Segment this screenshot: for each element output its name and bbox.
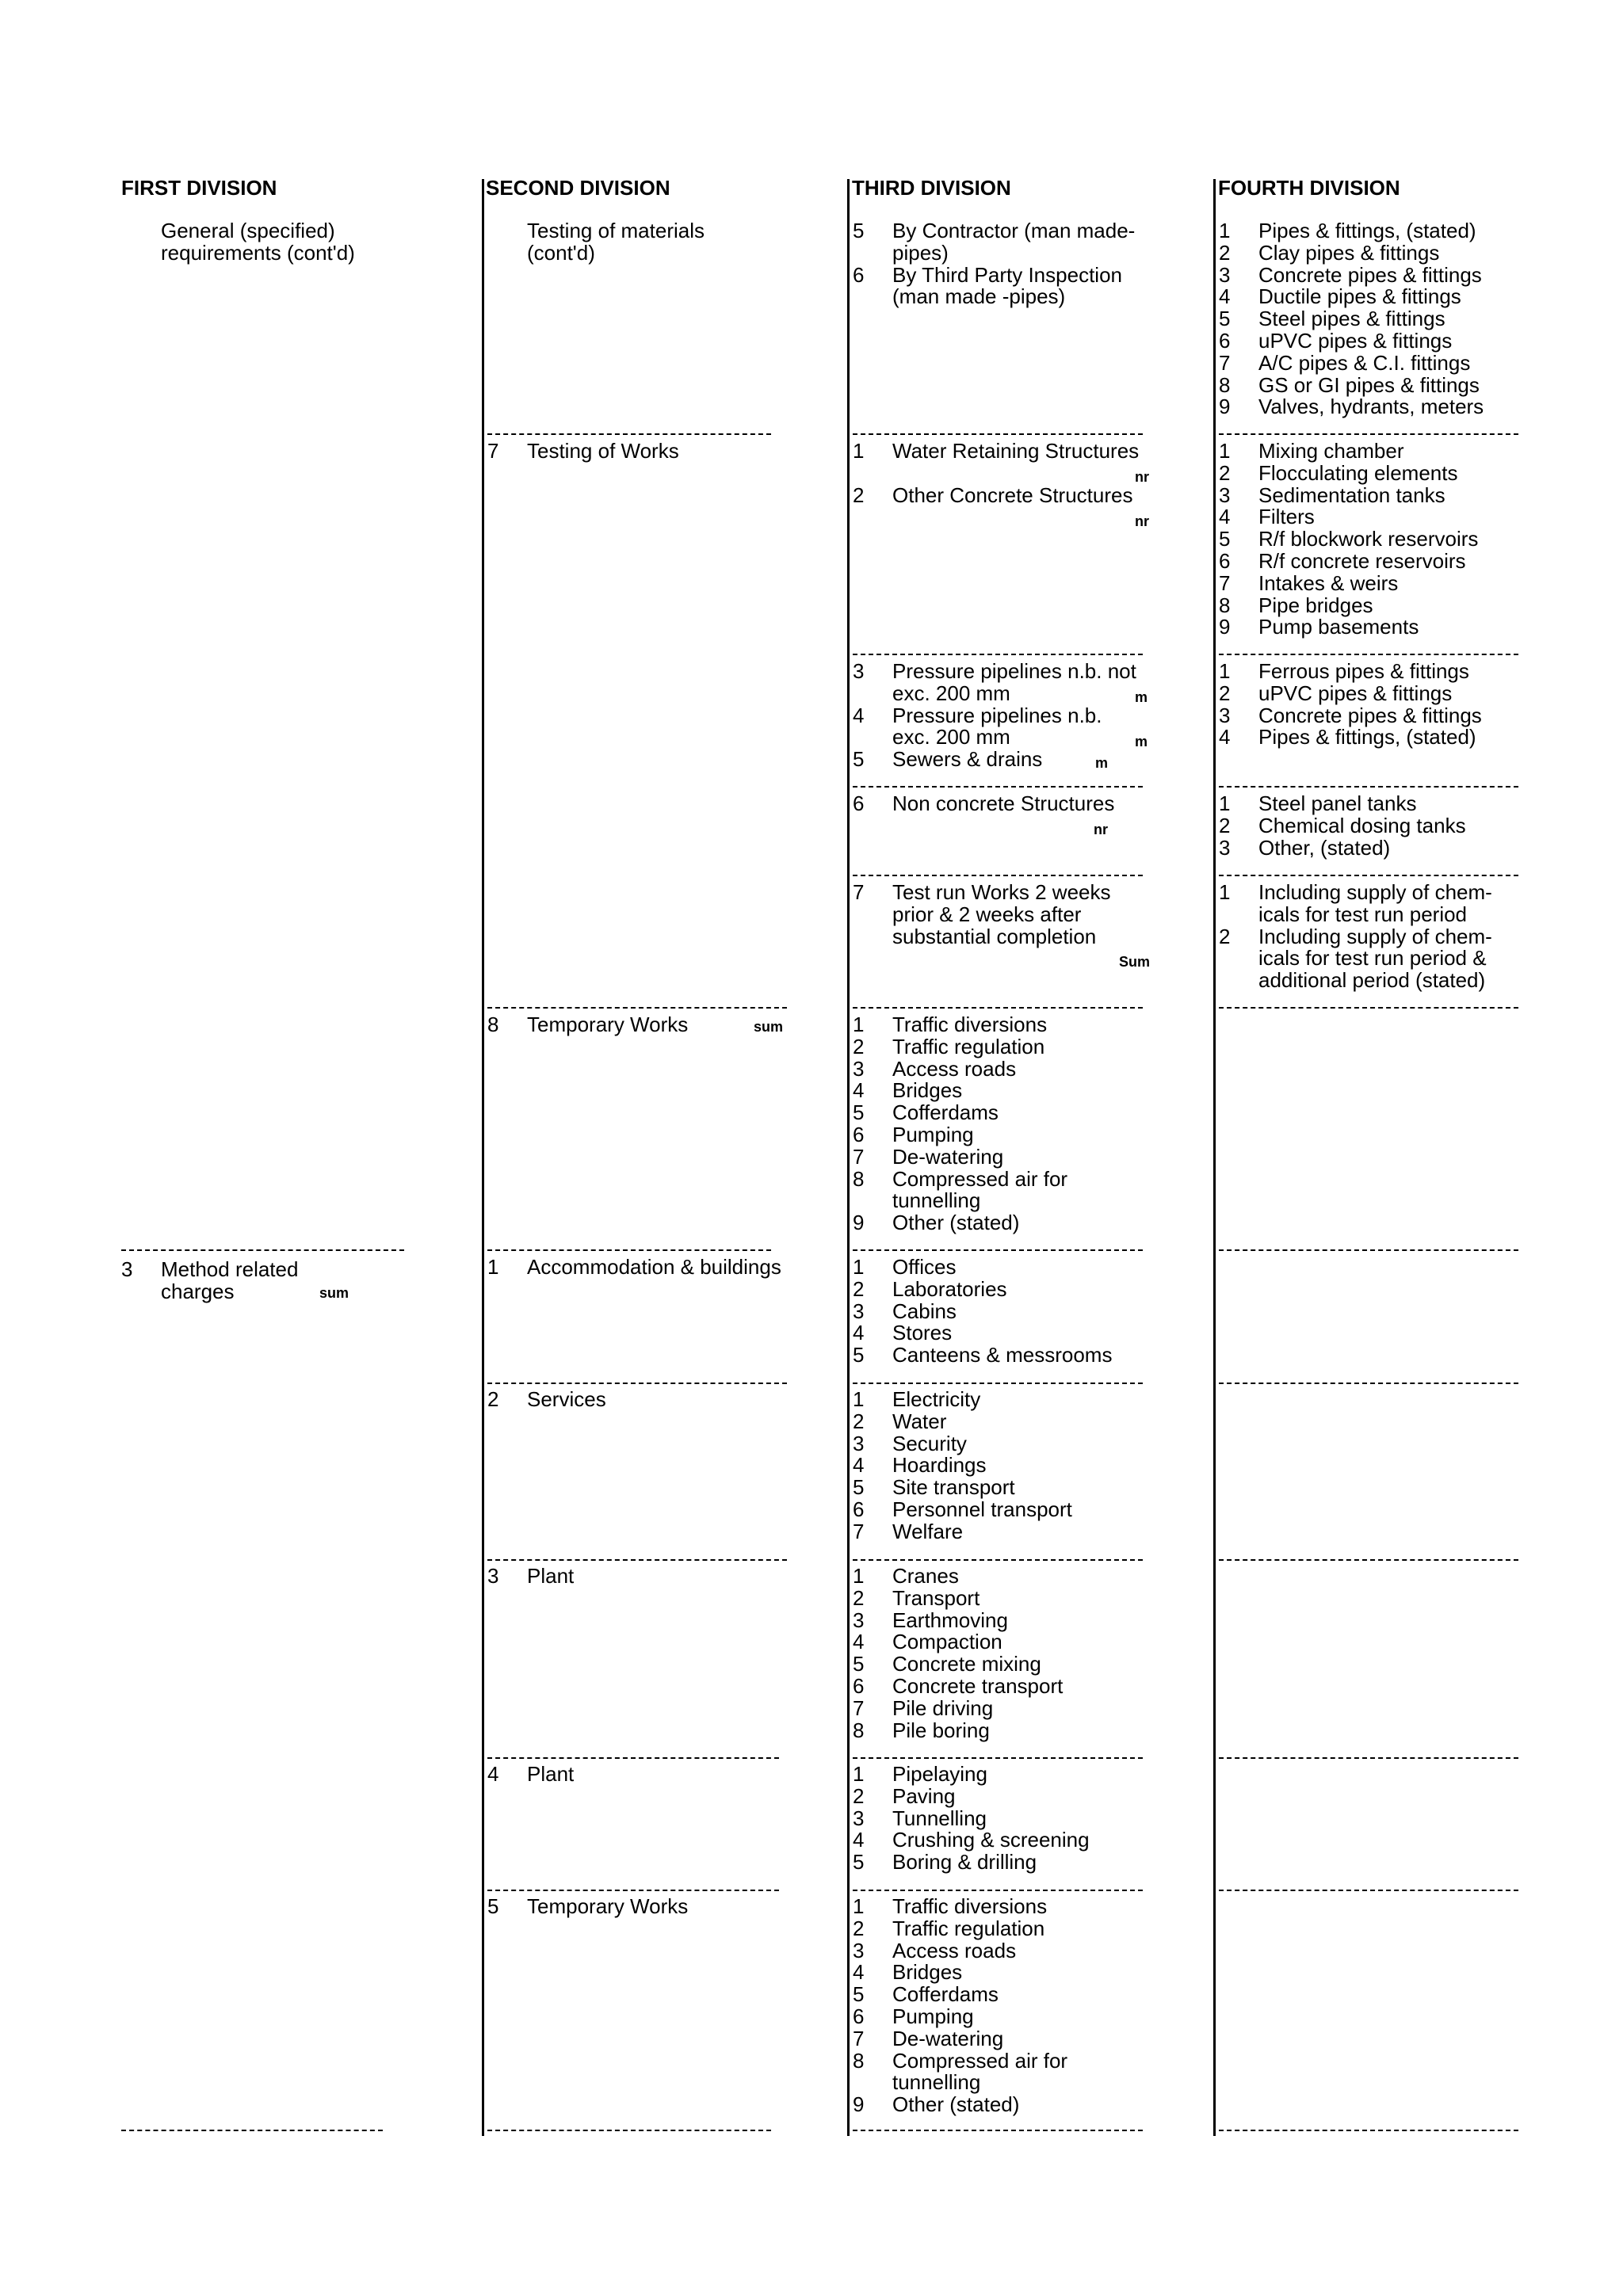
item-number: 7 xyxy=(853,1695,865,1720)
first-method-line1: Method related xyxy=(161,1257,299,1281)
item-number: 1 xyxy=(853,439,865,463)
item-label: Sedimentation tanks xyxy=(1258,482,1445,507)
item-label: Security xyxy=(892,1431,967,1455)
first-method-number: 3 xyxy=(121,1257,133,1281)
item-number: 5 xyxy=(853,1652,865,1676)
row-separator xyxy=(487,433,771,435)
fourth-division-header: FOURTH DIVISION xyxy=(1218,176,1400,200)
item-number: 7 xyxy=(853,2026,865,2050)
item-label: By Third Party Inspection xyxy=(892,262,1122,287)
item-label: De-watering xyxy=(892,2026,1004,2050)
item-label: Crushing & screening xyxy=(892,1828,1090,1852)
first-method-unit: sum xyxy=(319,1285,349,1301)
item-number: 1 xyxy=(1219,659,1231,683)
item-label: Pipes & fittings, (stated) xyxy=(1258,219,1476,242)
item-label: Valves, hydrants, meters xyxy=(1258,395,1484,419)
column-rule-third xyxy=(847,179,850,2136)
item-label: Welfare xyxy=(892,1519,964,1543)
item-number: 5 xyxy=(1219,307,1231,331)
item-label-cont: icals for test run period xyxy=(1258,902,1468,926)
item-number: 7 xyxy=(853,880,865,904)
item-label: Access roads xyxy=(892,1938,1017,1962)
item-label: Clay pipes & fittings xyxy=(1258,240,1440,265)
item-label: Pump basements xyxy=(1258,615,1419,639)
item-label: Paving xyxy=(892,1783,956,1808)
item-number: 5 xyxy=(487,1894,499,1918)
item-number: 2 xyxy=(1219,813,1231,837)
second-item-8-unit: sum xyxy=(754,1019,784,1035)
item-number: 2 xyxy=(853,1783,865,1808)
row-separator xyxy=(1219,1890,1518,1891)
item-label: Concrete pipes & fittings xyxy=(1258,262,1482,287)
item-label: Traffic regulation xyxy=(892,1916,1045,1940)
item-number: 3 xyxy=(853,1299,865,1323)
item-number: 8 xyxy=(1219,593,1231,617)
row-separator xyxy=(121,1249,404,1251)
item-label-cont: tunnelling xyxy=(892,2070,981,2095)
item-label: Steel panel tanks xyxy=(1258,791,1417,815)
row-separator xyxy=(1219,2130,1518,2131)
row-separator xyxy=(853,654,1143,655)
item-number: 5 xyxy=(1219,527,1231,551)
item-number: 9 xyxy=(1219,395,1231,419)
item-label: Ductile pipes & fittings xyxy=(1258,284,1461,309)
item-label: Non concrete Structures xyxy=(892,791,1115,815)
item-label: Intakes & weirs xyxy=(1258,570,1399,595)
item-number: 2 xyxy=(1219,924,1231,948)
item-number: 3 xyxy=(853,1806,865,1830)
item-number: 4 xyxy=(1219,505,1231,529)
item-label: Traffic diversions xyxy=(892,1013,1048,1036)
item-label: Traffic diversions xyxy=(892,1894,1048,1918)
item-number: 3 xyxy=(1219,262,1231,287)
unit-label: m xyxy=(1135,734,1148,749)
item-label: Flocculating elements xyxy=(1258,460,1458,485)
item-number: 9 xyxy=(853,1211,865,1235)
item-label: Sewers & drains xyxy=(892,747,1043,772)
item-number: 8 xyxy=(853,1166,865,1191)
item-number: 1 xyxy=(853,1013,865,1036)
item-number: 2 xyxy=(853,1916,865,1940)
item-number: 2 xyxy=(853,1034,865,1058)
column-rule-second xyxy=(482,179,484,2136)
item-number: 3 xyxy=(853,1608,865,1632)
unit-label: nr xyxy=(1094,822,1108,837)
first-general-line2: requirements (cont'd) xyxy=(161,240,355,265)
item-label: Plant xyxy=(527,1762,575,1786)
item-label: Pumping xyxy=(892,1123,974,1146)
item-number: 6 xyxy=(1219,329,1231,353)
item-label: Pressure pipelines n.b. xyxy=(892,703,1102,727)
item-number: 5 xyxy=(853,1850,865,1875)
item-label: Compressed air for xyxy=(892,2048,1068,2073)
item-label: Compressed air for xyxy=(892,1166,1068,1191)
item-number: 4 xyxy=(853,1828,865,1852)
item-label: Steel pipes & fittings xyxy=(1258,307,1445,331)
item-number: 5 xyxy=(853,1100,865,1125)
item-number: 1 xyxy=(1219,880,1231,904)
row-separator xyxy=(853,1383,1143,1384)
item-number: 3 xyxy=(853,1431,865,1455)
item-label: Accommodation & buildings xyxy=(527,1255,781,1279)
item-number: 2 xyxy=(1219,240,1231,265)
item-label: Cofferdams xyxy=(892,1982,999,2007)
item-number: 8 xyxy=(853,1718,865,1742)
item-number: 4 xyxy=(853,1453,865,1478)
item-number: 6 xyxy=(853,791,865,815)
item-label: Water xyxy=(892,1409,947,1433)
item-label: Tunnelling xyxy=(892,1806,987,1830)
item-label: Bridges xyxy=(892,1078,963,1103)
item-label: Chemical dosing tanks xyxy=(1258,813,1466,837)
item-label: Traffic regulation xyxy=(892,1034,1045,1058)
item-label: Including supply of chem- xyxy=(1258,924,1492,948)
column-rule-fourth xyxy=(1213,179,1216,2136)
row-separator xyxy=(1219,1249,1518,1251)
row-separator xyxy=(853,1559,1143,1561)
unit-label: nr xyxy=(1135,513,1149,529)
row-separator xyxy=(853,2130,1143,2131)
item-number: 6 xyxy=(853,2004,865,2028)
item-number: 2 xyxy=(853,1409,865,1433)
item-label: Ferrous pipes & fittings xyxy=(1258,659,1469,683)
item-number: 3 xyxy=(853,1056,865,1081)
item-number: 7 xyxy=(487,439,499,463)
item-number: 1 xyxy=(853,1762,865,1786)
item-label: Earthmoving xyxy=(892,1608,1008,1632)
item-label: Other (stated) xyxy=(892,1211,1020,1235)
item-label: Including supply of chem- xyxy=(1258,880,1492,904)
item-number: 7 xyxy=(1219,350,1231,375)
second-division-header: SECOND DIVISION xyxy=(486,176,670,200)
item-number: 1 xyxy=(853,1387,865,1411)
item-label: Pipes & fittings, (stated) xyxy=(1258,725,1476,749)
item-label: Plant xyxy=(527,1564,575,1588)
item-number: 3 xyxy=(1219,482,1231,507)
item-label: Boring & drilling xyxy=(892,1850,1037,1875)
item-number: 2 xyxy=(853,482,865,507)
row-separator xyxy=(1219,1007,1518,1009)
item-number: 1 xyxy=(1219,219,1231,242)
item-label: Temporary Works xyxy=(527,1013,689,1036)
item-number: 4 xyxy=(487,1762,499,1786)
item-label: Pumping xyxy=(892,2004,974,2028)
item-number: 7 xyxy=(853,1144,865,1169)
item-label-cont: substantial completion xyxy=(892,924,1097,948)
item-label: Services xyxy=(527,1387,606,1411)
item-label: Cranes xyxy=(892,1564,959,1588)
item-label-cont: tunnelling xyxy=(892,1188,981,1213)
item-label: Testing of Works xyxy=(527,439,679,463)
item-label-cont: exc. 200 mm xyxy=(892,681,1010,705)
item-label: Other, (stated) xyxy=(1258,835,1391,860)
item-number: 5 xyxy=(853,747,865,772)
item-number: 9 xyxy=(1219,615,1231,639)
item-label: Canteens & messrooms xyxy=(892,1343,1113,1367)
row-separator xyxy=(121,2130,383,2131)
item-number: 3 xyxy=(487,1564,499,1588)
item-label: Pipelaying xyxy=(892,1762,987,1786)
row-separator xyxy=(853,433,1143,435)
item-number: 6 xyxy=(853,1674,865,1698)
item-number: 3 xyxy=(853,659,865,683)
third-division-header: THIRD DIVISION xyxy=(852,176,1011,200)
first-division-header: FIRST DIVISION xyxy=(121,176,277,200)
item-label: Transport xyxy=(892,1585,980,1610)
item-label: Other (stated) xyxy=(892,2092,1020,2117)
row-separator xyxy=(1219,786,1518,788)
row-separator xyxy=(487,1559,787,1561)
item-number: 5 xyxy=(853,1982,865,2007)
item-number: 2 xyxy=(1219,460,1231,485)
item-label: Site transport xyxy=(892,1475,1015,1500)
row-separator xyxy=(487,1249,771,1251)
item-label: GS or GI pipes & fittings xyxy=(1258,372,1480,397)
item-label: Test run Works 2 weeks xyxy=(892,880,1111,904)
item-number: 2 xyxy=(853,1276,865,1301)
item-number: 5 xyxy=(853,1343,865,1367)
item-label: A/C pipes & C.I. fittings xyxy=(1258,350,1471,375)
item-label: uPVC pipes & fittings xyxy=(1258,681,1453,705)
item-label: Other Concrete Structures xyxy=(892,482,1133,507)
item-label: Mixing chamber xyxy=(1258,439,1404,463)
item-label: Offices xyxy=(892,1255,957,1279)
row-separator xyxy=(853,1890,1143,1891)
item-number: 1 xyxy=(853,1894,865,1918)
item-number: 7 xyxy=(853,1519,865,1543)
item-number: 5 xyxy=(853,219,865,242)
row-separator xyxy=(853,1249,1143,1251)
second-tm-line2: (cont'd) xyxy=(527,240,595,265)
item-label: Pipe bridges xyxy=(1258,593,1373,617)
item-label: Concrete transport xyxy=(892,1674,1064,1698)
item-number: 1 xyxy=(853,1255,865,1279)
item-label-cont: pipes) xyxy=(892,240,949,265)
item-label: Hoardings xyxy=(892,1453,987,1478)
item-number: 2 xyxy=(853,1585,865,1610)
row-separator xyxy=(853,875,1143,876)
item-number: 4 xyxy=(1219,725,1231,749)
item-number: 6 xyxy=(1219,549,1231,573)
item-number: 6 xyxy=(853,262,865,287)
row-separator xyxy=(1219,875,1518,876)
row-separator xyxy=(487,1890,779,1891)
item-number: 4 xyxy=(853,1321,865,1345)
item-label: R/f blockwork reservoirs xyxy=(1258,527,1479,551)
row-separator xyxy=(853,786,1143,788)
item-number: 1 xyxy=(487,1255,499,1279)
item-label-cont: prior & 2 weeks after xyxy=(892,902,1082,926)
item-number: 4 xyxy=(853,1960,865,1985)
item-label: Compaction xyxy=(892,1630,1002,1654)
row-separator xyxy=(853,1757,1143,1759)
item-number: 5 xyxy=(853,1475,865,1500)
item-label: Concrete mixing xyxy=(892,1652,1041,1676)
item-label: Pile boring xyxy=(892,1718,990,1742)
row-separator xyxy=(1219,1757,1518,1759)
item-label: Cofferdams xyxy=(892,1100,999,1125)
unit-label: m xyxy=(1135,689,1148,705)
item-label-cont: exc. 200 mm xyxy=(892,725,1010,749)
item-label: R/f concrete reservoirs xyxy=(1258,549,1466,573)
item-number: 6 xyxy=(853,1497,865,1521)
item-label: Water Retaining Structures xyxy=(892,439,1140,463)
item-number: 4 xyxy=(853,1630,865,1654)
item-label: Pile driving xyxy=(892,1695,994,1720)
item-number: 1 xyxy=(1219,439,1231,463)
item-label: Personnel transport xyxy=(892,1497,1072,1521)
item-label: uPVC pipes & fittings xyxy=(1258,329,1453,353)
item-label: Laboratories xyxy=(892,1276,1007,1301)
row-separator xyxy=(487,1007,787,1009)
item-number: 3 xyxy=(1219,703,1231,727)
row-separator xyxy=(487,1383,787,1384)
row-separator xyxy=(487,2130,771,2131)
item-number: 8 xyxy=(1219,372,1231,397)
item-label: By Contractor (man made- xyxy=(892,219,1136,242)
item-label-cont: icals for test run period & xyxy=(1258,946,1487,971)
row-separator xyxy=(1219,433,1518,435)
item-label-cont: additional period (stated) xyxy=(1258,968,1486,993)
item-label: Temporary Works xyxy=(527,1894,689,1918)
unit-label: Sum xyxy=(1119,954,1151,970)
row-separator xyxy=(1219,1559,1518,1561)
item-number: 8 xyxy=(853,2048,865,2073)
item-number: 6 xyxy=(853,1123,865,1146)
item-label: Access roads xyxy=(892,1056,1017,1081)
item-number: 2 xyxy=(487,1387,499,1411)
first-method-line2: charges xyxy=(161,1279,235,1303)
item-label: Pressure pipelines n.b. not xyxy=(892,659,1136,683)
item-label-cont: (man made -pipes) xyxy=(892,284,1066,309)
item-label: De-watering xyxy=(892,1144,1004,1169)
row-separator xyxy=(853,1007,1143,1009)
row-separator xyxy=(487,1757,779,1759)
item-number: 1 xyxy=(853,1564,865,1588)
item-label: Bridges xyxy=(892,1960,963,1985)
item-number: 2 xyxy=(1219,681,1231,705)
item-number: 9 xyxy=(853,2092,865,2117)
item-label: Electricity xyxy=(892,1387,981,1411)
item-number: 7 xyxy=(1219,570,1231,595)
unit-label: m xyxy=(1095,755,1109,771)
row-separator xyxy=(1219,654,1518,655)
item-label: Stores xyxy=(892,1321,953,1345)
item-number: 4 xyxy=(1219,284,1231,309)
item-number: 1 xyxy=(1219,791,1231,815)
first-general-line1: General (specified) xyxy=(161,219,335,242)
item-number: 4 xyxy=(853,703,865,727)
row-separator xyxy=(1219,1383,1518,1384)
item-label: Concrete pipes & fittings xyxy=(1258,703,1482,727)
second-tm-line1: Testing of materials xyxy=(527,219,705,242)
item-label: Filters xyxy=(1258,505,1315,529)
item-number: 3 xyxy=(853,1938,865,1962)
unit-label: nr xyxy=(1135,469,1149,485)
item-label: Cabins xyxy=(892,1299,957,1323)
item-number: 8 xyxy=(487,1013,499,1036)
item-number: 3 xyxy=(1219,835,1231,860)
item-number: 4 xyxy=(853,1078,865,1103)
